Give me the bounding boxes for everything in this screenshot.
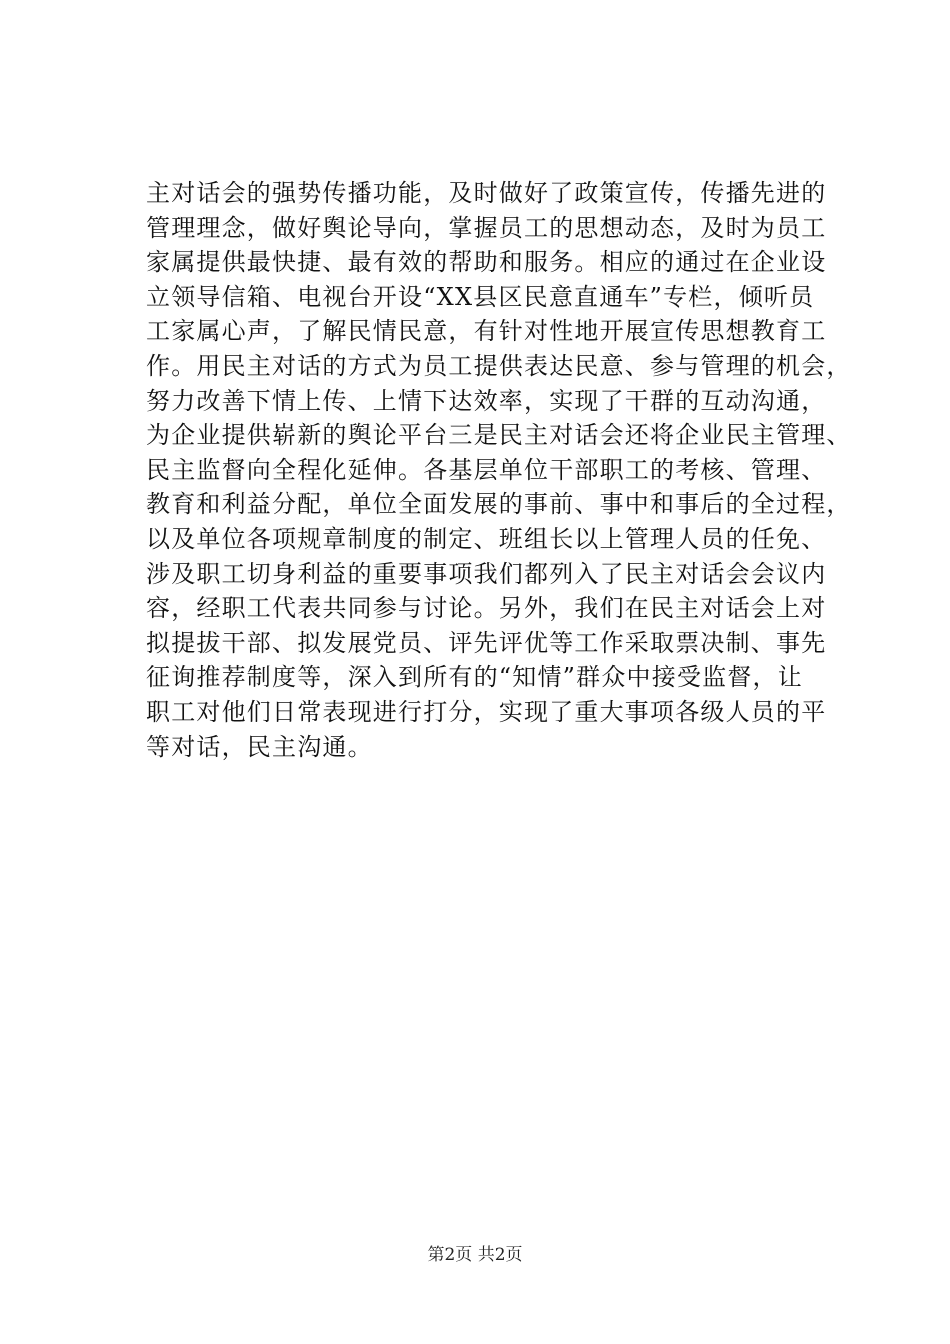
body-paragraph — [146, 176, 852, 764]
page-footer: 第2页 共2页 — [427, 1245, 523, 1265]
text-line: 拟提拔干部、拟发展党员、评先评优等工作采取票决制、事先 — [146, 628, 827, 657]
text-line: 容，经职工代表共同参与讨论。另外，我们在民主对话会上对 — [146, 594, 827, 623]
text-line: 民主监督向全程化延伸。各基层单位干部职工的考核、管理、 — [146, 455, 827, 484]
text-line: 立领导信箱、电视台开设“XX县区民意直通车”专栏，倾听员 — [146, 282, 815, 311]
text-line: 为企业提供崭新的舆论平台三是民主对话会还将企业民主管理、 — [146, 421, 852, 450]
text-line: 作。用民主对话的方式为员工提供表达民意、参与管理的机会， — [146, 351, 852, 380]
text-line: 以及单位各项规章制度的制定、班组长以上管理人员的任免、 — [146, 524, 827, 553]
text-line: 教育和利益分配，单位全面发展的事前、事中和事后的全过程， — [146, 490, 852, 519]
text-line: 管理理念，做好舆论导向，掌握员工的思想动态，及时为员工 — [146, 213, 827, 242]
text-line: 努力改善下情上传、上情下达效率，实现了干群的互动沟通， — [146, 386, 827, 415]
text-line: 职工对他们日常表现进行打分，实现了重大事项各级人员的平 — [146, 697, 827, 726]
text-line: 涉及职工切身利益的重要事项我们都列入了民主对话会会议内 — [146, 559, 827, 588]
text-line: 主对话会的强势传播功能，及时做好了政策宣传，传播先进的 — [146, 179, 827, 207]
text-line: 征询推荐制度等，深入到所有的“知情”群众中接受监督，让 — [146, 663, 803, 692]
text-line: 家属提供最快捷、最有效的帮助和服务。相应的通过在企业设 — [146, 248, 827, 277]
text-line: 等对话，民主沟通。 — [146, 732, 373, 761]
text-line: 工家属心声，了解民情民意，有针对性地开展宣传思想教育工 — [146, 317, 827, 346]
